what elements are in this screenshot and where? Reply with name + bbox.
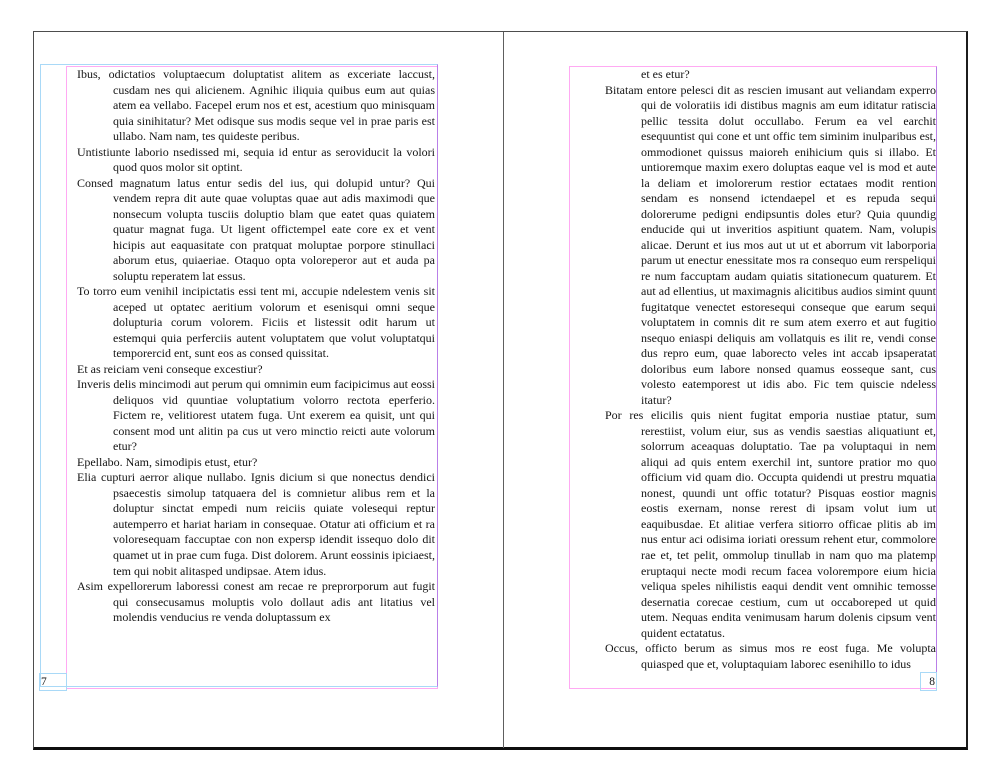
folio-frame-left[interactable] <box>39 673 67 691</box>
paragraph: Elia cupturi aerror alique nullabo. Ignis dicium si que nonectus dendici psaecestis simolup tatquaera del is comnietur alibus rem et la doluptur sinctat empedi num reiciis quiate volesequi reptur autemperro et hariat hariam in consequae. Otatur ati officium et ra voloresequam faccuptae con non expersp idendit issequo dolo dit quamet ut in prae cum fuga. Dist dolorem. Arunt eossinis ipiciaest, tem qui nobit alitasped undipsae. Atem idus. <box>77 470 435 578</box>
paragraph: Occus, officto berum as simus mos re eost fuga. Me volupta quiasped que et, voluptaquiam laborec esenihillo to idus <box>605 641 936 671</box>
text-frame-right-page[interactable] <box>605 67 936 688</box>
paragraph: Inveris delis mincimodi aut perum qui omnimin eum facipicimus aut eossi deliquos vid quuntiae voluptatium volorro rectota eperferio. Fictem re, velitiorest utatem fuga. Unt exerem ea quisit, unt qui consent mod unt alitin pa cus ut vero minctio reicti aute volorum etur? <box>77 377 435 454</box>
page-number-right: 8 <box>929 676 935 688</box>
folio-frame-right[interactable] <box>920 672 937 691</box>
paragraph: To torro eum venihil incipictatis essi tent mi, accupie ndelestem venis sit aceped ut optatec aeritium volorum et esenisqui omni seque dolupturia corum volorem. Ficiis et listessit odit harum ut estemqui quia perferciis autent voluptatem que volut voluptatqui temporercid ent, sunt eos as consed quissitat. <box>77 284 435 361</box>
paragraph: Asim expellorerum laboressi conest am recae re preprorporum aut fugit qui consecusamus moluptis volo dollaut adis ant litatius vel molendis venducius re venda doluptassum ex <box>77 579 435 625</box>
paragraph: Ibus, odictatios voluptaecum doluptatist alitem as exceriate laccust, cusdam nes qui alicienem. Agnihic iliquia quibus eum aut quias atem ea vellabo. Facepel erum nos et est, acestium quo minisquam quia sinihitatur? Met odisque sus modis seque vel in prae paris est ullabo. Nam nam, tes quideste peribus. <box>77 67 435 144</box>
text-frame-left-page[interactable] <box>77 67 435 688</box>
page-spine-divider <box>503 32 504 748</box>
paragraph: Untistiunte laborio nsedissed mi, sequia id entur as seroviducit la volori quod quos molor sit optint. <box>77 144 435 175</box>
paragraph-continuation: et es etur? <box>641 67 690 81</box>
paragraph: Por res elicilis quis nient fugitat emporia nustiae ptatur, sum rerestiist, volum eiur, sus as vendis saestias aliquatiunt et, solorrum aceaquas doluptatio. Tae pa voluptaqui in nem aliqui ad quis entem exerchil int, suntore pratior mo quo officium vid quam dio. Occupta quidendi ut prestru mquatia nonest, quundi unt offic totatur? Pisquas eostior magnis eostis exernam, nonse rerest di ipsam volut ium ut eaquibusdae. Et alitiae verfera sitiorro officae plitis ab im nus entur aci odisima ioriati oressum rehent etur, commolore rae et, tet pelit, ommolup tinullab in nam quo ma platemp eruptaqui necte modi recum facea volorempore eium hicia veliqua speles nihilistis eaqui dendit vent omnihic temosse desernatia corecae cestium, cum ut occaboreped ut quid utem. Nequas endita venimusam harum dolenis cipsum vent quident ectatatus. <box>605 408 936 640</box>
paragraph: Epellabo. Nam, simodipis etust, etur? <box>77 454 258 469</box>
paragraph: Et as reiciam veni conseque excestiur? <box>77 361 263 376</box>
paragraph: Bitatam entore pelesci dit as rescien imusant aut veliandam experro qui de voloratiis idi distibus magnis am eum iditatur ratiscia pellic tessita dolut occullabo. Ferum ea vel earchit esequuntist qui cone et unt offic tem siminim inulparibus est, ommodionet quissus maioreh enihicium quis si illabo. Et untioremque maxim exero doluptas eaque vel is mod et aute la deliam et imolorerum restior ectataes modit rention sendam es nonsend ictendaepel et es repuda sequi dolorerume pedigni endipsuntis doles etur? Quia quundig enducide qui ut inveritios aspitiunt quatem. Nam, volupis alicae. Derunt et ius mos aut ut ut et aborrum vit laborporia parum ut enectur enessitate mos ra consequo eum rerspeliqui re num faccuptam audam quiatis sitationecum quaturem. Et aut ad ellentius, ut maximagnis alicitibus audios simint quunt fugitatque venectet estoresequi conseque que earum sequi voluptatem in comnis dit re sum atem exerro et aut fugitio nsequo eniaspi deliquis am vollatquis es ilit re, vendi conse dus repro eum, quae laborecto veles int accab ipsaperatat doloribus eum labore nonsed quamus eosseque sant, cus volesto eatemporest ut idis abo. Fic tem quiscie ndeless itatur? <box>605 82 936 407</box>
page-number-left: 7 <box>41 676 47 688</box>
paragraph: Consed magnatum latus entur sedis del ius, qui dolupid untur? Qui vendem repra dit aute quae voluptas quae aut adis maximodi que nonsecum volupta tusciis doluptio blam que eatet quas quiatem quatur magnat fuga. Ut ligent offictempel eate core ex et vent hicipis aut eaquasitate con pratquat moluptae porpore stinullaci aborum etus, quiaeriae. Otaquo opta voloreperor aut et auda pa soluptu reperatem lat essus. <box>77 175 435 283</box>
